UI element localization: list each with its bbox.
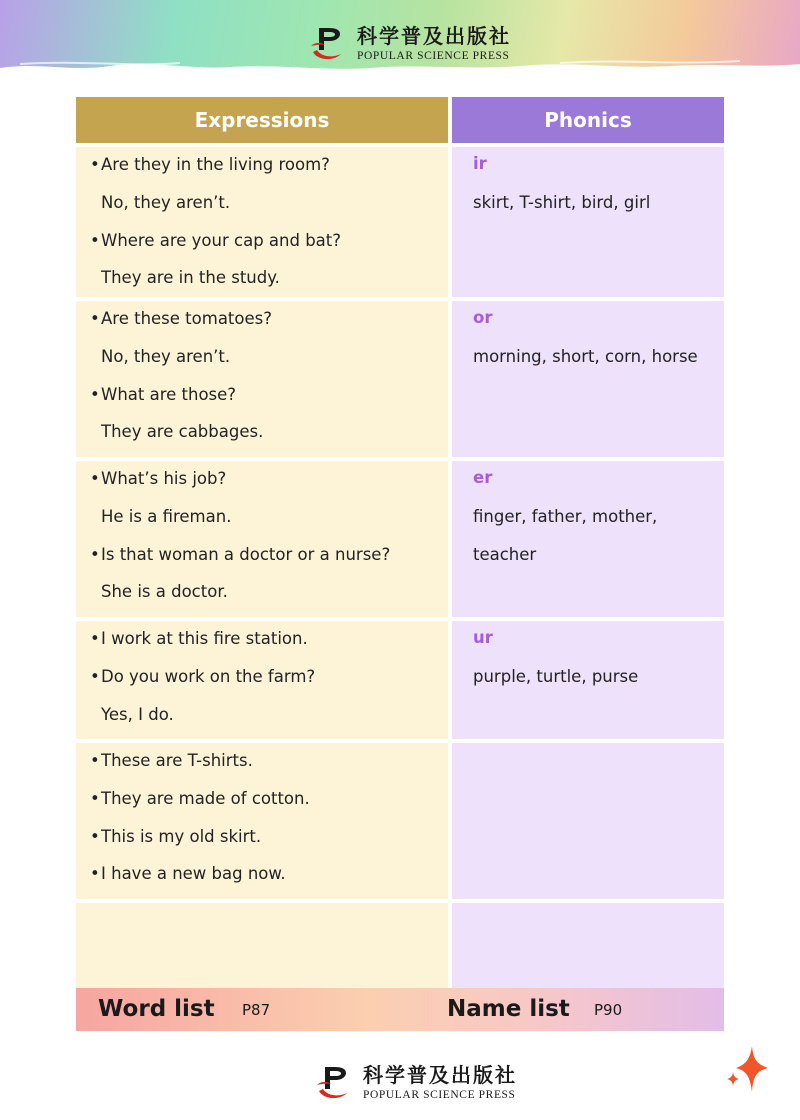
expression-line — [90, 345, 448, 383]
expression-line — [90, 505, 448, 543]
phonics-cell — [452, 147, 724, 297]
phonics-words: teacher — [473, 544, 537, 564]
bullet-icon: • — [90, 469, 100, 488]
phonics-cell — [452, 621, 724, 739]
table-row — [76, 621, 724, 739]
word-list-page: P87 — [242, 1001, 271, 1019]
phonics-words: purple, turtle, purse — [473, 666, 639, 686]
expression-text: I have a new bag now. — [101, 864, 286, 884]
list-strip — [76, 988, 724, 1031]
expressions-cell — [76, 621, 448, 739]
phonics-sound: or — [473, 308, 493, 327]
expression-text: Yes, I do. — [101, 704, 174, 724]
expression-text: No, they aren’t. — [101, 192, 231, 212]
publisher-logo-top — [307, 24, 511, 64]
table-row — [76, 903, 724, 989]
name-list-page: P90 — [594, 1001, 623, 1019]
expression-line — [90, 420, 448, 458]
expressions-cell — [76, 461, 448, 617]
phonics-sound: ir — [473, 154, 487, 173]
expression-line — [90, 266, 448, 304]
table-row — [76, 147, 724, 297]
table-row — [76, 461, 724, 617]
expression-text: These are T-shirts. — [101, 751, 253, 770]
expression-line — [90, 749, 448, 787]
publisher-name-cn: 科学普及出版社 — [357, 23, 511, 48]
bullet-icon: • — [90, 666, 100, 686]
expression-text: No, they aren’t. — [101, 346, 231, 366]
phonics-words: morning, short, corn, horse — [473, 346, 698, 366]
expression-line — [90, 191, 448, 229]
phonics-sound: ur — [473, 628, 493, 647]
expression-line — [90, 383, 448, 421]
publisher-logo-icon — [313, 1063, 353, 1103]
bullet-icon: • — [90, 864, 100, 884]
expression-text: He is a fireman. — [101, 506, 232, 526]
table-body — [76, 147, 724, 989]
word-list-label[interactable]: Word list — [98, 996, 215, 1022]
table-row — [76, 301, 724, 457]
phonics-cell — [452, 743, 724, 899]
phonics-header-label: Phonics — [544, 108, 632, 132]
phonics-cell — [452, 903, 724, 989]
bullet-icon: • — [90, 826, 100, 846]
publisher-name-en: POPULAR SCIENCE PRESS — [363, 1088, 516, 1101]
phonics-cell — [452, 461, 724, 617]
publisher-name-en: POPULAR SCIENCE PRESS — [357, 49, 510, 62]
expression-text: I work at this fire station. — [101, 629, 308, 648]
expression-line — [90, 825, 448, 863]
expression-text: They are in the study. — [101, 268, 280, 288]
expression-text: Is that woman a doctor or a nurse? — [101, 544, 391, 564]
expression-text: Do you work on the farm? — [101, 666, 316, 686]
expressions-cell — [76, 147, 448, 297]
expression-text: Are they in the living room? — [101, 155, 330, 174]
phonics-sound: er — [473, 468, 493, 487]
expressions-cell — [76, 301, 448, 457]
expression-text: Where are your cap and bat? — [101, 230, 342, 250]
expression-text: What’s his job? — [101, 469, 227, 488]
phonics-words: skirt, T-shirt, bird, girl — [473, 192, 651, 212]
expression-line — [90, 229, 448, 267]
bullet-icon: • — [90, 155, 100, 174]
phonics-cell — [452, 301, 724, 457]
expressions-cell — [76, 903, 448, 989]
expression-line — [90, 665, 448, 703]
bullet-icon: • — [90, 384, 100, 404]
expressions-header-label: Expressions — [194, 108, 330, 132]
phonics-header — [452, 97, 724, 143]
expression-line — [90, 580, 448, 618]
review-table — [76, 97, 724, 993]
expressions-header — [76, 97, 448, 143]
expression-text: Are these tomatoes? — [101, 309, 272, 328]
bullet-icon: • — [90, 788, 100, 808]
expression-line — [90, 543, 448, 581]
expression-line — [90, 862, 448, 900]
expression-text: She is a doctor. — [101, 582, 228, 602]
expression-line — [90, 703, 448, 741]
table-row — [76, 743, 724, 899]
table-header — [76, 97, 724, 143]
bullet-icon: • — [90, 544, 100, 564]
expression-text: This is my old skirt. — [101, 826, 262, 846]
expression-line — [90, 787, 448, 825]
expression-text: They are cabbages. — [101, 422, 264, 442]
phonics-words: finger, father, mother, — [473, 506, 658, 526]
bullet-icon: • — [90, 751, 100, 770]
publisher-name-cn: 科学普及出版社 — [363, 1062, 517, 1087]
expressions-cell — [76, 743, 448, 899]
expression-line — [90, 467, 448, 505]
publisher-logo-icon — [307, 24, 347, 64]
expression-line — [90, 307, 448, 345]
expression-line — [90, 153, 448, 191]
expression-line — [90, 627, 448, 665]
expression-text: What are those? — [101, 384, 237, 404]
expression-text: They are made of cotton. — [101, 788, 310, 808]
publisher-logo-bottom — [313, 1063, 517, 1103]
name-list-label[interactable]: Name list — [447, 996, 570, 1022]
bullet-icon: • — [90, 309, 100, 328]
bullet-icon: • — [90, 230, 100, 250]
sparkle-star-icon — [724, 1044, 770, 1094]
bullet-icon: • — [90, 629, 100, 648]
